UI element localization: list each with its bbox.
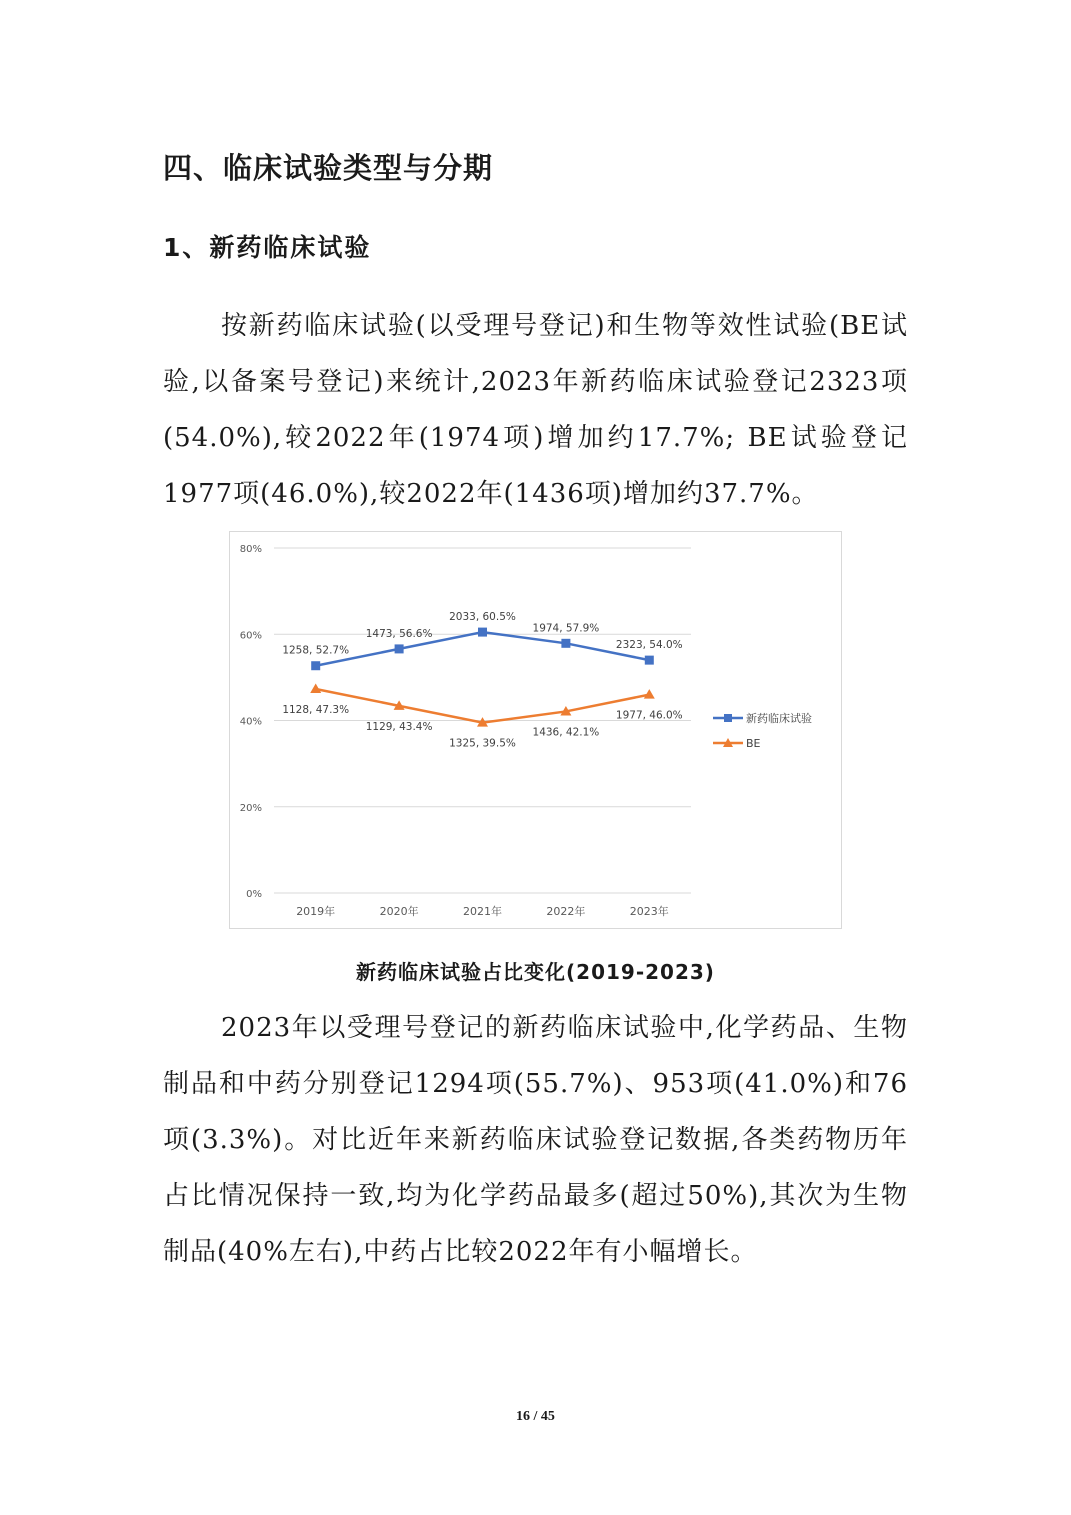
x-tick-label: 2022年 — [546, 905, 586, 918]
series-point — [310, 684, 321, 694]
x-tick-label: 2020年 — [379, 905, 419, 918]
data-label: 2323, 54.0% — [615, 639, 683, 652]
series-point — [311, 661, 320, 670]
y-tick-label: 0% — [246, 889, 262, 900]
series-point — [644, 689, 655, 699]
x-tick-label: 2023年 — [629, 905, 669, 918]
data-label: 1473, 56.6% — [365, 627, 433, 640]
legend-marker — [724, 714, 732, 722]
y-tick-label: 80% — [239, 544, 262, 555]
data-label: 1974, 57.9% — [532, 622, 600, 635]
y-tick-label: 20% — [239, 802, 262, 814]
x-tick-label: 2021年 — [463, 905, 502, 918]
series-point — [395, 644, 404, 653]
legend-label: BE — [746, 737, 761, 750]
data-label: 1977, 46.0% — [615, 709, 683, 722]
series-point — [645, 656, 654, 665]
subsection-title: 1、新药临床试验 — [163, 233, 372, 262]
page-number: 16 / 45 — [516, 1409, 555, 1424]
line-chart-svg — [230, 532, 843, 930]
paragraph-new-drug-stats: 按新药临床试验(以受理号登记)和生物等效性试验(BE试验,以备案号登记)来统计,2023年新药临床试验登记2323项(54.0%),较2022年(1974项)增加约17.7%; BE试验登记1977项(46.0%),较2022年(1436项)增加约37.7%。 — [163, 311, 908, 509]
data-label: 2033, 60.5% — [449, 611, 516, 624]
y-tick-label: 60% — [239, 630, 262, 642]
y-tick-label: 40% — [239, 716, 262, 728]
series-point — [561, 639, 570, 648]
series-point — [478, 628, 487, 637]
section-title: 四、临床试验类型与分期 — [163, 151, 494, 185]
data-label: 1129, 43.4% — [365, 720, 433, 733]
chart-caption: 新药临床试验占比变化(2019-2023) — [356, 960, 715, 984]
legend-label: 新药临床试验 — [746, 712, 812, 725]
paragraph-drug-category-stats: 2023年以受理号登记的新药临床试验中,化学药品、生物制品和中药分别登记1294项(55.7%)、953项(41.0%)和76项(3.3%)。对比近年来新药临床试验登记数据,各类药物历年占比情况保持一致,均为化学药品最多(超过50%),其次为生物制品(40%左右),中药占比较2022年有小幅增长。 — [163, 1013, 908, 1267]
data-label: 1436, 42.1% — [532, 726, 600, 739]
data-label: 1258, 52.7% — [282, 644, 350, 657]
line-chart — [229, 531, 842, 929]
data-label: 1128, 47.3% — [282, 704, 350, 717]
x-tick-label: 2019年 — [296, 905, 336, 918]
data-label: 1325, 39.5% — [449, 737, 516, 750]
